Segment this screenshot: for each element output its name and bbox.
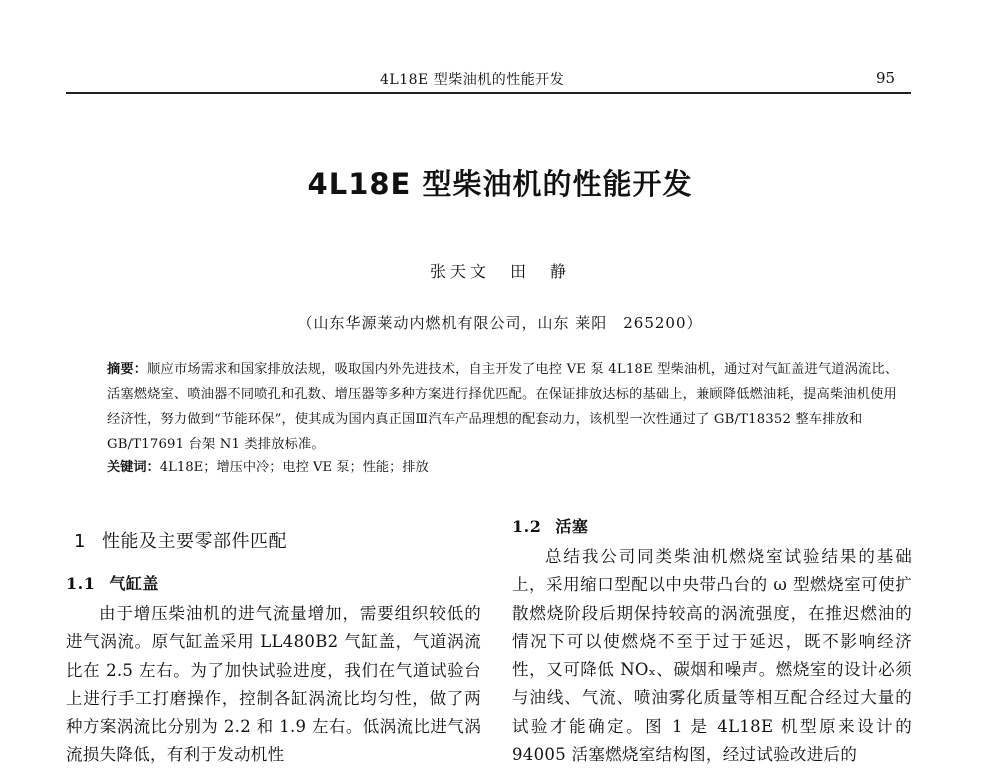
abstract-text: 顺应市场需求和国家排放法规，吸取国内外先进技术，自主开发了电控 VE 泵 4L18E 型柴油机，通过对气缸盖进气道涡流比、活塞燃烧室、喷油器不同喷孔和孔数、增压器等多种方案进行择优匹配。在保证排放达标的基础上，兼顾降低燃油耗，提高柴油机使用经济性，努力做到“节能环保”，使其成为国内真正国Ⅲ汽车产品理想的配套动力，该机型一次性通过了 GB/T18352 整车排放和 GB/T17691 台架 N1 类排放标准。 <box>107 362 899 452</box>
section-1-2-body: 总结我公司同类柴油机燃烧室试验结果的基础上，采用缩口型配以中央带凸台的 ω 型燃烧室可使扩散燃烧阶段后期保持较高的涡流强度，在推迟燃油的情况下可以使燃烧不至于过于延迟，既不影响经济性，又可降低 NOₓ、碳烟和噪声。燃烧室的设计必须与油线、气流、喷油雾化质量等相互配合经过大量的试验才能确定。图 1 是 4L18E 机型原来设计的 94005 活塞燃烧室结构图，经过试验改进后的 <box>512 547 912 765</box>
authors: 张天文 田 静 <box>429 262 570 281</box>
section-1-1-heading <box>66 571 481 594</box>
section-1-2-heading <box>512 514 912 537</box>
abstract-label: 摘要： <box>107 362 148 377</box>
abstract <box>107 357 907 457</box>
right-column <box>512 514 912 769</box>
section-1-1-number: 1.1 <box>66 574 96 593</box>
section-1-1-title: 气缸盖 <box>109 574 159 593</box>
section-1-heading <box>74 527 481 553</box>
section-1-1-body: 由于增压柴油机的进气流量增加，需要组织较低的进气涡流。原气缸盖采用 LL480B2 气缸盖，气道涡流比在 2.5 左右。为了加快试验进度，我们在气道试验台上进行手工打磨操作，控制各缸涡流比均匀性，做了两种方案涡流比分别为 2.2 和 1.9 左右。低涡流比进气涡流损失降低，有利于发动机性 <box>66 604 481 765</box>
section-1-2-number: 1.2 <box>512 517 542 536</box>
header-rule <box>66 92 911 94</box>
section-1-number: 1 <box>74 531 86 552</box>
paper-title: 4L18E 型柴油机的性能开发 <box>307 167 693 201</box>
section-1-title: 性能及主要零部件匹配 <box>101 531 287 552</box>
keywords-text: 4L18E；增压中冷；电控 VE 泵；性能；排放 <box>159 460 429 475</box>
affiliation: （山东华源莱动内燃机有限公司，山东 莱阳 265200） <box>297 314 703 332</box>
section-1-2-title: 活塞 <box>555 517 589 536</box>
page-number: 95 <box>876 69 896 87</box>
left-column <box>66 527 481 770</box>
running-title: 4L18E 型柴油机的性能开发 <box>380 72 565 88</box>
keywords <box>107 457 907 479</box>
keywords-label: 关键词： <box>107 460 160 475</box>
